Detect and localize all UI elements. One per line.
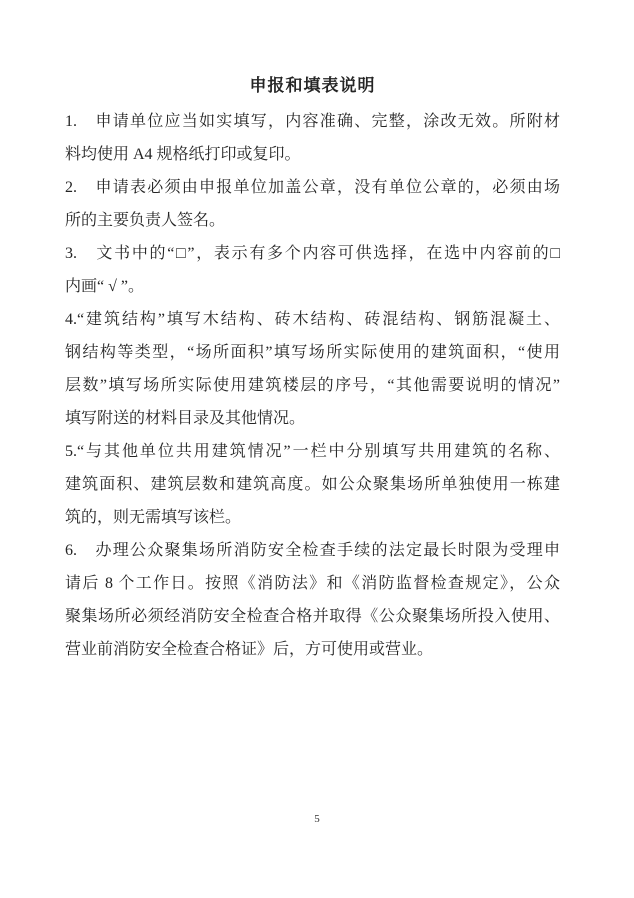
instructions-list [65,105,560,666]
text-line: 2. 申请表必须由申报单位加盖公章，没有单位公章的，必须由场 [65,179,560,196]
text-line: 3. 文书中的“□”，表示有多个内容可供选择，在选中内容前的□ [65,245,560,262]
instruction-item [65,105,560,171]
text-line: 请后 8 个工作日。按照《消防法》和《消防监督检查规定》，公众 [65,575,560,592]
text-line: 填写附送的材料目录及其他情况。 [65,410,306,427]
instruction-item [65,435,560,534]
text-line: 1. 申请单位应当如实填写，内容准确、完整，涂改无效。所附材 [65,113,560,130]
instruction-item [65,303,560,435]
text-line: 所的主要负责人签名。 [65,212,226,229]
text-line: 6. 办理公众聚集场所消防安全检查手续的法定最长时限为受理申 [65,542,560,559]
text-line: 料均使用 A4 规格纸打印或复印。 [65,146,301,163]
text-line: 层数”填写场所实际使用建筑楼层的序号，“其他需要说明的情况” [65,377,560,394]
page-number: 5 [314,813,320,825]
text-line: 5.“与其他单位共用建筑情况”一栏中分别填写共用建筑的名称、 [65,443,560,460]
instruction-item [65,237,560,303]
text-line: 4.“建筑结构”填写木结构、砖木结构、砖混结构、钢筋混凝土、 [65,311,560,328]
page-title: 申报和填表说明 [249,76,376,95]
instruction-item [65,171,560,237]
text-line: 筑的，则无需填写该栏。 [65,509,242,526]
text-line: 聚集场所必须经消防安全检查合格并取得《公众聚集场所投入使用、 [65,608,560,625]
text-line: 内画“ √ ”。 [65,278,144,295]
text-line: 钢结构等类型，“场所面积”填写场所实际使用的建筑面积，“使用 [65,344,560,361]
text-line: 建筑面积、建筑层数和建筑高度。如公众聚集场所单独使用一栋建 [65,476,560,493]
instruction-item [65,534,560,666]
text-line: 营业前消防安全检查合格证》后，方可使用或营业。 [65,641,434,658]
